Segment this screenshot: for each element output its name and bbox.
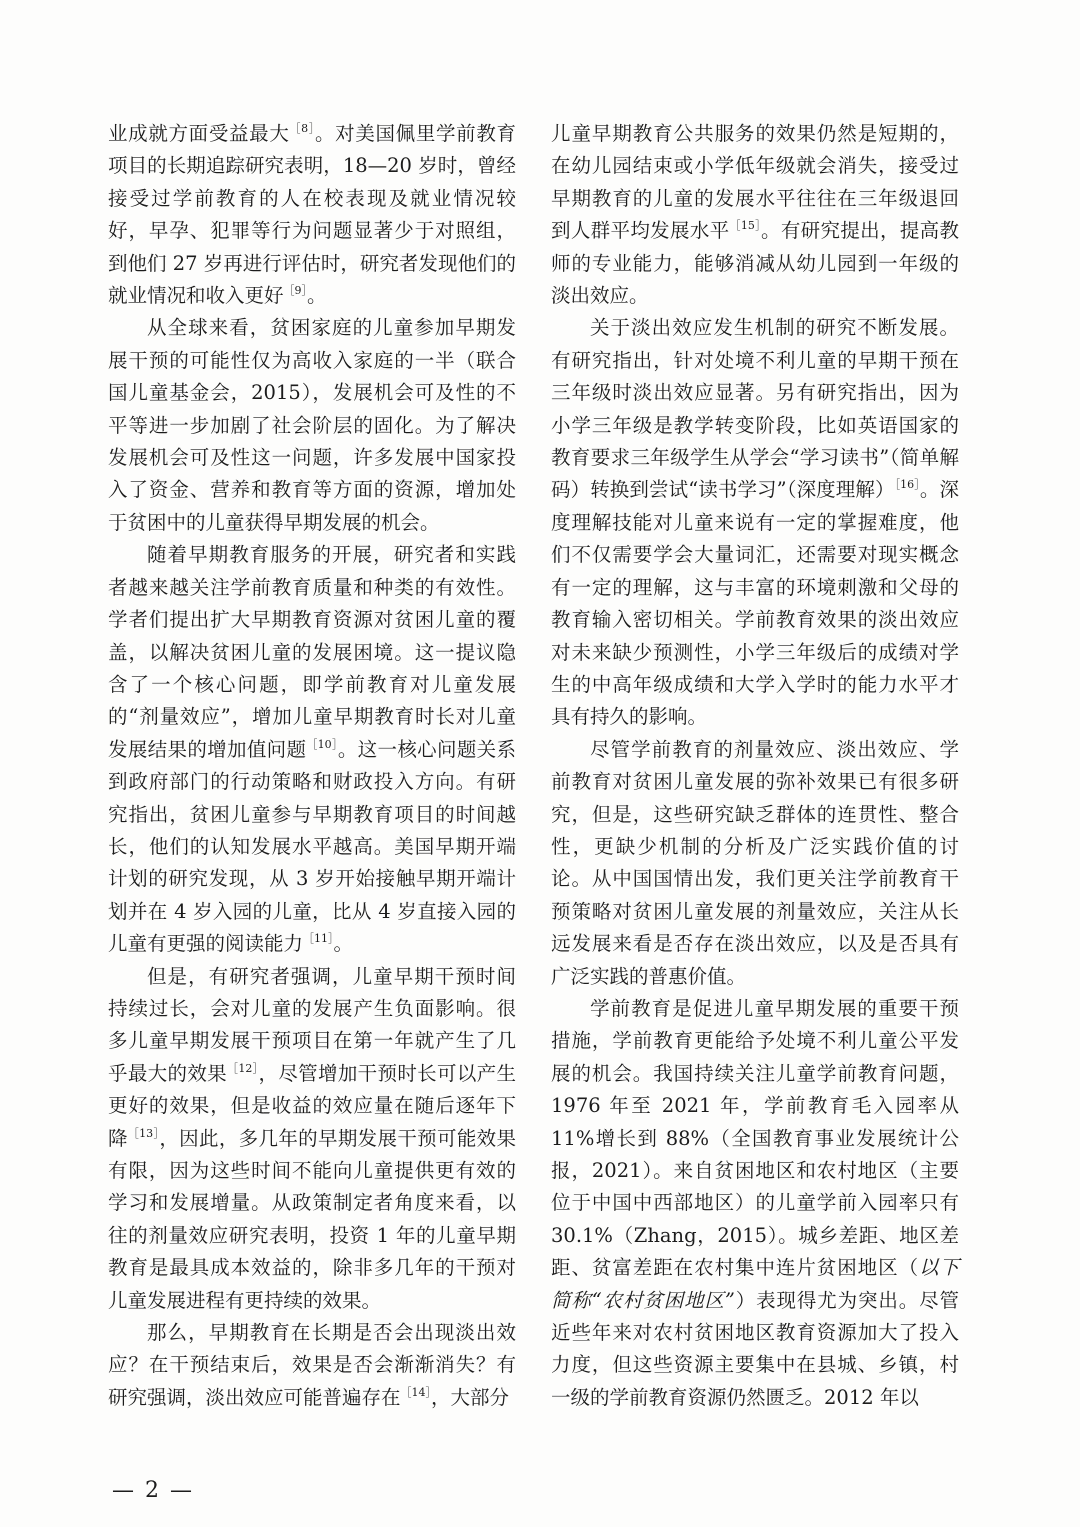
abbreviation-note: 以下简称“农村贫困地区” [551,1256,959,1312]
citation: ［15］ [729,219,761,233]
paragraph: 尽管学前教育的剂量效应、淡出效应、学前教育对贫困儿童发展的弥补效果已有很多研究，但是，这些研究缺乏群体的连贯性、整合性，更缺少机制的分析及广泛实践价值的讨论。从中国国情出发，我们更关注学前教育干预策略对贫困儿童发展的剂量效应，关注从长远发展来看是否存在淡出效应，以及是否具有广泛实践的普惠价值。 [551,737,959,988]
paragraph: 随着早期教育服务的开展，研究者和实践者越来越关注学前教育质量和种类的有效性。学者们提出扩大早期教育资源对贫困儿童的覆盖，以解决贫困儿童的发展困境。这一提议隐含了一个核心问题，即学前教育对儿童发展的“剂量效应”，增加儿童早期教育时长对儿童发展结果的增加值问题$^{[10]}$。这一核心问题关系到政府部门的行动策略和财政投入方向。有研究指出，贫困儿童参与早期教育项目的时间越长，他们的认知发展水平越高。美国早期开端计划的研究发现，从 3 岁开始接触早期开端计划并在 4 岁入园的儿童，比从 4 岁直接入园的儿童有更强的阅读能力$^{[11]}$。 [108,543,516,956]
citation: ［11］ [303,932,334,946]
paragraph: 从全球来看，贫困家庭的儿童参加早期发展干预的可能性仅为高收入家庭的一半（联合国儿童基金会，2015），发展机会可及性的不平等进一步加剧了社会阶层的固化。为了解决发展机会可及性这一问题，许多发展中国家投入了资金、营养和教育等方面的资源，增加处于贫困中的儿童获得早期发展的机会。 [108,316,516,534]
right-column [551,118,959,1414]
citation: ［12］ [227,1061,259,1075]
paragraph: 学前教育是促进儿童早期发展的重要干预措施，学前教育更能给予处境不利儿童公平发展的机会。我国持续关注儿童学前教育问题，1976 年至 2021 年，学前教育毛入园率从 11%增长到 88%（全国教育事业发展统计公报，2021）。来自贫困地区和农村地区（主要位于中国中西部地区）的儿童学前入园率只有 30.1%（Zhang，2015）。城乡差距、地区差距、贫富差距在农村集中连片贫困地区（以下简称“农村贫困地区”）表现得尤为突出。尽管近些年来对农村贫困地区教育资源加大了投入力度，但这些资源主要集中在县城、乡镇，村一级的学前教育资源仍然匮乏。2012 年以 [551,996,959,1409]
paragraph: 但是，有研究者强调，儿童早期干预时间持续过长，会对儿童的发展产生负面影响。很多儿童早期发展干预项目在第一年就产生了几乎最大的效果$^{[12]}$，尽管增加干预时长可以产生更好的效果，但是收益的效应量在随后逐年下降$^{[13]}$，因此，多几年的早期发展干预可能效果有限，因为这些时间不能向儿童提供更有效的学习和发展增量。从政策制定者角度来看，以往的剂量效应研究表明，投资 1 年的儿童早期教育是最具成本效益的，除非多几年的干预对儿童发展进程有更持续的效果。 [108,964,516,1312]
citation: ［14］ [400,1385,432,1399]
citation: ［8］ [289,122,315,135]
left-column [108,118,516,1414]
paragraph: 业成就方面受益最大$^{[8]}$。对美国佩里学前教育项目的长期追踪研究表明，18—20 岁时，曾经接受过学前教育的人在校表现及就业情况较好，早孕、犯罪等行为问题显著少于对照组，到他们 27 岁再进行评估时，研究者发现他们的就业情况和收入更好$^{[9]}$。 [108,122,516,308]
citation: ［10］ [306,737,338,751]
paragraph: 儿童早期教育公共服务的效果仍然是短期的，在幼儿园结束或小学低年级就会消失，接受过早期教育的儿童的发展水平往往在三年级退回到人群平均发展水平$^{[15]}$。有研究提出，提高教师的专业能力，能够消减从幼儿园到一年级的淡出效应。 [551,122,959,308]
paragraph: 关于淡出效应发生机制的研究不断发展。有研究指出，针对处境不利儿童的早期干预在三年级时淡出效应显著。另有研究指出，因为小学三年级是教学转变阶段，比如英语国家的教育要求三年级学生从学会“学习读书”（简单解码）转换到尝试“读书学习”（深度理解）$^{[16]}$。深度理解技能对儿童来说有一定的掌握难度，他们不仅需要学会大量词汇，还需要对现实概念有一定的理解，这与丰富的环境刺激和父母的教育输入密切相关。学前教育效果的淡出效应对未来缺少预测性，小学三年级后的成绩对学生的中高年级成绩和大学入学时的能力水平才具有持久的影响。 [551,316,959,729]
paragraph: 那么，早期教育在长期是否会出现淡出效应？在干预结束后，效果是否会渐渐消失？有研究强调，淡出效应可能普遍存在$^{[14]}$，大部分 [108,1321,516,1409]
citation: ［9］ [283,284,308,298]
citation: ［16］ [894,478,920,492]
page-number: — 2 — [112,1478,194,1503]
citation: ［13］ [127,1126,160,1140]
